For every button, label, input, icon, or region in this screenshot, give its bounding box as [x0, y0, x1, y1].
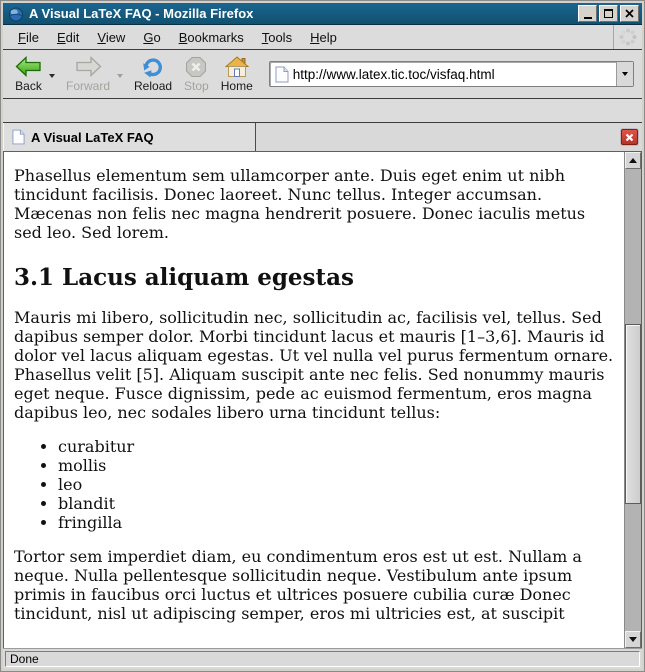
statusbar [3, 648, 642, 669]
back-icon [15, 56, 42, 78]
minimize-button[interactable] [578, 5, 597, 22]
forward-label: Forward [66, 78, 111, 93]
chevron-down-icon [49, 74, 55, 78]
titlebar[interactable] [3, 3, 642, 25]
scrollbar-thumb[interactable] [625, 324, 641, 504]
maximize-button[interactable] [599, 5, 618, 22]
minimize-icon [584, 17, 592, 19]
content-area [3, 151, 642, 648]
close-icon [625, 133, 634, 142]
status-field [5, 651, 640, 667]
list-item: • blandit [58, 494, 616, 513]
reload-label: Reload [134, 78, 173, 93]
stop-icon [185, 56, 207, 78]
close-icon [625, 9, 634, 18]
home-icon [225, 56, 249, 78]
section-heading: 3.1 Lacus aliquam egestas [14, 264, 354, 291]
scroll-down-button[interactable] [625, 631, 641, 648]
status-text: Done [10, 652, 39, 666]
menu-go[interactable]: Go [143, 29, 161, 45]
stop-label: Stop [184, 78, 209, 93]
paragraph-closing: Tortor sem imperdiet diam, eu condimentum eros est ut est. Nullam a neque. Nulla pellentesque sollicitudin neque. Vestibulum ante ipsum primis in faucibus orci luctus et ultrices posuere cubilia curæ Donec tincidunt, nisl ut adipiscing semper, eros mi ultricies est, at suscipit [14, 547, 582, 623]
menu-tools[interactable]: Tools [261, 29, 293, 45]
menu-view[interactable]: View [97, 29, 126, 45]
stop-button[interactable] [178, 54, 215, 95]
window-controls [578, 5, 639, 22]
scroll-up-icon [629, 158, 637, 163]
tab-title: A Visual LaTeX FAQ [31, 129, 154, 145]
tab-strip-empty [256, 123, 621, 151]
back-button[interactable] [9, 54, 48, 95]
list-item: • leo [58, 475, 616, 494]
paragraph-intro: Phasellus elementum sem ullamcorper ante. Duis eget enim ut nibh tincidunt facilisis. Donec laoreet. Nunc tellus. Integer accumsan. Mæcenas non felis nec magna hendrerit posuere. Donec iaculis metus sed leo. Sed lorem. [14, 166, 586, 242]
scroll-up-button[interactable] [625, 152, 641, 169]
scrollbar-track[interactable] [625, 169, 641, 631]
close-button[interactable] [620, 5, 639, 22]
bullet-list [14, 437, 616, 532]
window-title: A Visual LaTeX FAQ - Mozilla Firefox [29, 6, 254, 21]
bookmarks-toolbar [3, 99, 642, 123]
list-item: • curabitur [58, 437, 616, 456]
forward-button[interactable] [60, 54, 116, 95]
throbber-icon [613, 25, 642, 49]
menubar [3, 25, 642, 50]
list-item: • fringilla [58, 513, 616, 532]
page-content [4, 152, 624, 648]
scroll-down-icon [629, 637, 637, 642]
firefox-globe-icon [8, 6, 24, 22]
tab-page-icon [12, 129, 25, 145]
paragraph-section: Mauris mi libero, sollicitudin nec, sollicitudin ac, facilisis vel, tellus. Sed dapibus semper dolor. Morbi tincidunt lacus et mauris [1–3,6]. Mauris id dolor vel lacus aliquam egestas. Ut vel nulla vel purus fermentum ornare. Phasellus velit [5]. Aliquam suscipit ante nec felis. Sed nonummy mauris eget neque. Fusce dignissim, pede ac euismod fermentum, eros magna dapibus leo, nec sodales libero urna tincidunt tellus: [14, 308, 614, 422]
location-bar [269, 61, 634, 87]
tab-visual-latex-faq[interactable] [3, 123, 256, 151]
chevron-down-icon [622, 72, 628, 76]
tab-bar [3, 123, 642, 151]
home-button[interactable] [215, 54, 259, 95]
reload-icon [141, 56, 165, 78]
url-dropdown-button[interactable] [616, 62, 633, 86]
url-input[interactable] [293, 64, 616, 84]
home-label: Home [220, 78, 253, 93]
back-label: Back [15, 78, 42, 93]
list-item: • mollis [58, 456, 616, 475]
menu-file[interactable]: File [18, 29, 39, 45]
vertical-scrollbar[interactable] [624, 152, 641, 648]
menu-edit[interactable]: Edit [56, 29, 80, 45]
page-icon [275, 66, 289, 83]
close-tab-button[interactable] [621, 129, 638, 145]
maximize-icon [604, 9, 613, 18]
back-dropdown[interactable] [46, 74, 58, 78]
reload-button[interactable] [128, 54, 178, 95]
forward-icon [75, 56, 102, 78]
menu-help[interactable]: Help [310, 29, 337, 45]
forward-dropdown[interactable] [114, 74, 126, 78]
navigation-toolbar [3, 50, 642, 99]
chevron-down-icon [117, 74, 123, 78]
menu-bookmarks[interactable]: Bookmarks [178, 29, 244, 45]
